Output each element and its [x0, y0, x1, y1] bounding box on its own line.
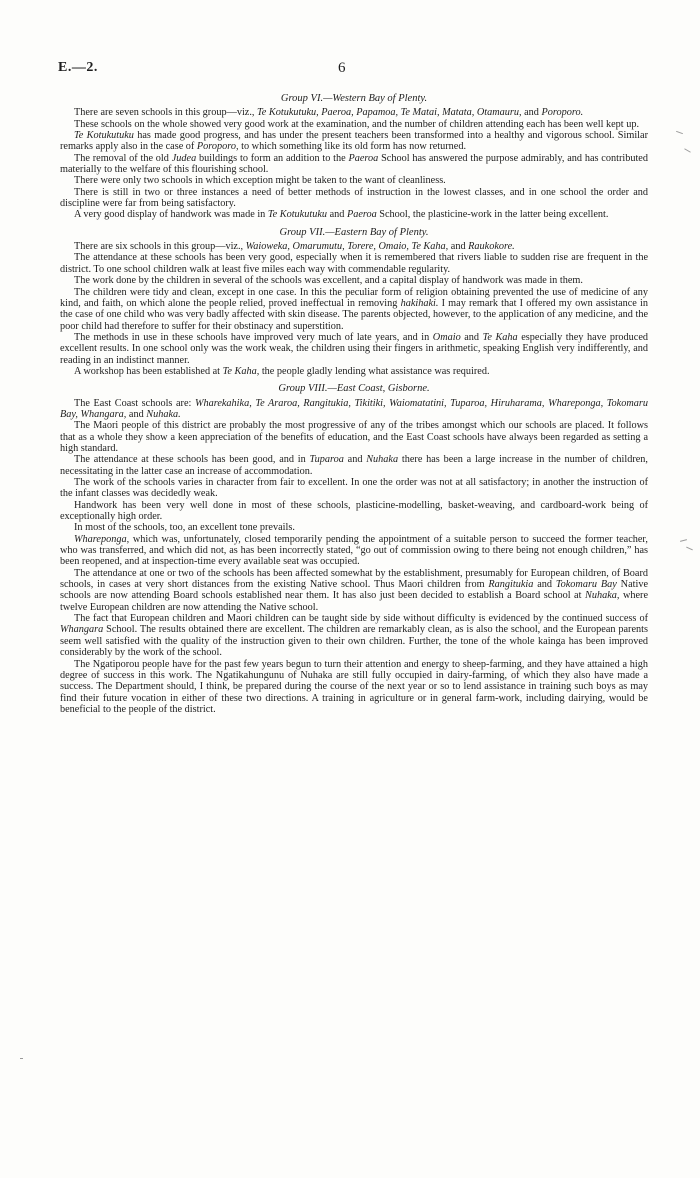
page-number: 6	[338, 60, 346, 76]
scan-mark	[680, 539, 687, 542]
page-header	[0, 0, 700, 80]
italic-text: Nuhaka.	[146, 408, 181, 420]
paragraph: There is still in two or three instances a need of better methods of instruction in the lowest classes, and in one school the order and discipline were far from being satisfactory.	[60, 186, 648, 210]
italic-text: Poroporo,	[196, 141, 239, 153]
italic-text: Tokomaru Bay	[555, 579, 617, 591]
italic-text: Nuhaka	[366, 454, 399, 466]
scan-mark	[684, 148, 691, 152]
italic-text: hakihaki.	[400, 297, 439, 309]
paragraph: These schools on the whole showed very good work at the examination, and the number of children attending each has been well kept up.	[74, 118, 640, 130]
paragraph: The methods in use in these schools have improved very much of late years, and in Omaio and Te Kaha especially they have produced excellent results. In one school only was the work weak, the children using their fingers in arithmetic, speaking English very indifferently, and reading in an indistinct manner.	[60, 331, 648, 366]
italic-text: Te Kotukutuku	[74, 130, 134, 142]
paragraph: The work of the schools varies in character from fair to excellent. In one the order was not at all satisfactory; in another the instruction of the infant classes was decidedly weak.	[60, 477, 648, 500]
italic-text: Raukokore.	[468, 241, 515, 253]
paragraph: The Ngatiporou people have for the past few years begun to turn their attention and energy to sheep-farming, and they have attained a high degree of success in this work. The Ngatikahungunu of Nuhaka are still fully occupied in dairy-farming, of which they also have made a success. The Department should, I think, be prepared during the course of the next year or so to lend assistance in training such boys as may find their future vocation in either of these two directions. A training in agriculture or in general farm-work, including dairying, would be beneficial to the people of the district.	[60, 658, 648, 715]
italic-text: Nuhaka,	[584, 590, 620, 602]
paragraph: The attendance at these schools has been very good, especially when it is remembered that rivers liable to sudden rise are frequent in the district. To one school children walk at least five miles each way with commendable regularity.	[60, 252, 648, 275]
italic-text: Omaio	[432, 331, 461, 343]
paragraph: The work done by the children in several of the schools was excellent, and a capital display of handwork was made in them.	[74, 275, 583, 287]
paragraph: The fact that European children and Maori children can be taught side by side without difficulty is evidenced by the continued success of Whangara School. The results obtained there are excellent. The children are remarkably clean, as is also the school, and the European parents seem well satisfied with the quality of the instruction given to their own children. Further, the tone of the whole kainga has been improved considerably by the work of the school.	[60, 613, 648, 659]
paragraph: Whareponga, which was, unfortunately, closed temporarily pending the appointment of a suitable person to succeed the former teacher, who was transferred, and which did not, as has been incorrectly stated, “go out of commission owing to there being not enough children,” has been reopened, and at inspection-time every available seat was occupied.	[60, 533, 648, 568]
paragraph: The East Coast schools are: Wharekahika, Te Araroa, Rangitukia, Tikitiki, Waiomatatini, Tuparoa, Hiruharama, Whareponga, Tokomaru Bay, Whangara, and Nuhaka.	[60, 397, 648, 420]
italic-text: Wharekahika, Te Araroa, Rangitukia, Tikitiki, Waiomatatini, Tuparoa, Hiruharama, Whareponga, Tokomaru Bay, Whangara,	[60, 397, 648, 420]
italic-text: Te Kaha,	[222, 365, 260, 377]
paragraph: The attendance at these schools has been good, and in Tuparoa and Nuhaka there has been a large increase in the number of children, necessitating in the latter case an increase of accommodation.	[60, 454, 648, 477]
paragraph: The attendance at one or two of the schools has been affected somewhat by the establishment, presumably for European children, of Board schools, in cases at very short distances from the existing Native school. Thus Maori children from Rangitukia and Tokomaru Bay Native schools are now attending Board schools established near them. It has also just been decided to establish a Board school at Nuhaka, where twelve European children are now attending the Native school.	[60, 567, 649, 613]
italic-text: Waioweka, Omarumutu, Torere, Omaio, Te Kaha,	[245, 241, 449, 253]
scan-mark	[20, 1058, 23, 1059]
paragraph: In most of the schools, too, an excellent tone prevails.	[74, 522, 295, 534]
paragraph: The removal of the old Judea buildings to form an addition to the Paeroa School has answered the purpose admirably, and has contributed materially to the welfare of this flourishing school.	[60, 152, 648, 176]
scan-mark	[686, 547, 693, 551]
italic-text: Whangara	[60, 624, 104, 636]
group-heading: Group VII.—Eastern Bay of Plenty.	[279, 226, 429, 238]
italic-text: Te Kaha	[482, 331, 518, 343]
italic-text: Poroporo.	[541, 107, 584, 119]
paragraph: There were only two schools in which exception might be taken to the want of cleanliness.	[74, 175, 446, 187]
italic-text: Te Kotukutuku	[267, 209, 327, 221]
paragraph: Te Kotukutuku has made good progress, and has under the present teachers been transformed into a healthy and vigorous school. Similar remarks apply also in the case of Poroporo, to which something like its old form has now returned.	[60, 130, 648, 153]
italic-text: Paeroa	[346, 209, 377, 221]
scan-mark	[676, 131, 683, 134]
italic-text: Rangitukia	[488, 579, 534, 591]
paragraph: Handwork has been very well done in most of these schools, plasticine-modelling, basket-weaving, and cardboard-work being of exceptionally high order.	[60, 499, 648, 523]
italic-text: Paeroa	[348, 152, 379, 164]
paragraph: A very good display of handwork was made in Te Kotukutuku and Paeroa School, the plasticine-work in the latter being excellent.	[74, 209, 609, 221]
italic-text: Judea	[171, 152, 197, 164]
paragraph: The children were tidy and clean, except in one case. In this the peculiar form of religion obtaining prevented the use of medicine of any kind, and faith, on which alone the people relied, proved ineffectual in removing hakihaki. I may remark that I offered my own assistance in the case of one child who was very badly affected with skin disease. The parents objected, however, to the application of any medicine, and the poor child had therefore to suffer for their obstinacy and superstition.	[60, 286, 648, 332]
italic-text: Tuparoa	[309, 454, 344, 466]
group-heading: Group VI.—Western Bay of Plenty.	[280, 93, 428, 104]
paragraph: There are seven schools in this group—viz., Te Kotukutuku, Paeroa, Papamoa, Te Matai, Matata, Otamauru, and Poroporo.	[74, 107, 584, 119]
italic-text: Te Kotukutuku, Paeroa, Papamoa, Te Matai, Matata, Otamauru,	[257, 107, 522, 119]
paragraph: A workshop has been established at Te Kaha, the people gladly lending what assistance was required.	[74, 365, 490, 377]
group-heading: Group VIII.—East Coast, Gisborne.	[278, 383, 430, 395]
document-body	[60, 92, 648, 715]
report-reference: E.—2.	[58, 60, 98, 75]
paragraph: There are six schools in this group—viz., Waioweka, Omarumutu, Torere, Omaio, Te Kaha, and Raukokore.	[74, 241, 515, 253]
italic-text: Whareponga,	[74, 533, 130, 545]
paragraph: The Maori people of this district are probably the most progressive of any of the tribes amongst which our schools are placed. It follows that as a whole they show a keen appreciation of the benefits of education, and the East Coast schools have always been regarded as setting a high standard.	[60, 420, 648, 454]
